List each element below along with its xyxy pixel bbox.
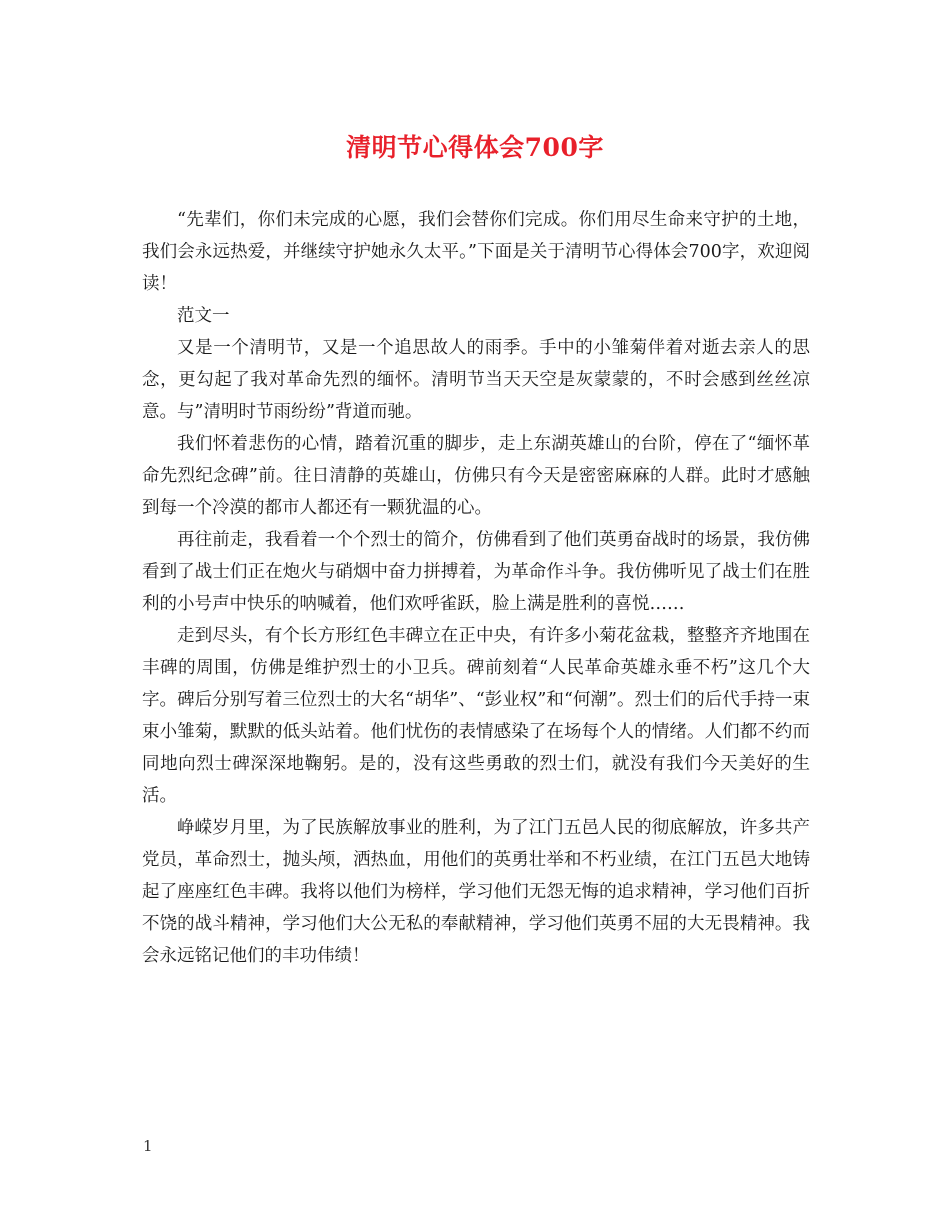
body-paragraph: 我们怀着悲伤的心情，踏着沉重的脚步，走上东湖英雄山的台阶，停在了“缅怀革命先烈纪念碑”前。往日清静的英雄山，仿佛只有今天是密密麻麻的人群。此时才感触到每一个冷漠的都市人都还有一颗犹温的心。 <box>142 434 810 518</box>
intro-paragraph: “先辈们，你们未完成的心愿，我们会替你们完成。你们用尽生命来守护的土地，我们会永远热爱，并继续守护她永久太平。”下面是关于清明节心得体会700字，欢迎阅读！ <box>142 210 810 294</box>
body-paragraph: 再往前走，我看着一个个烈士的简介，仿佛看到了他们英勇奋战时的场景，我仿佛看到了战士们正在炮火与硝烟中奋力拼搏着，为革命作斗争。我仿佛听见了战士们在胜利的小号声中快乐的呐喊着，他们欢呼雀跃，脸上满是胜利的喜悦…… <box>142 530 810 614</box>
body-paragraph: 又是一个清明节，又是一个追思故人的雨季。手中的小雏菊伴着对逝去亲人的思念，更勾起了我对革命先烈的缅怀。清明节当天天空是灰蒙蒙的，不时会感到丝丝凉意。与”清明时节雨纷纷”背道而驰。 <box>142 338 810 422</box>
body-paragraph: 峥嵘岁月里，为了民族解放事业的胜利，为了江门五邑人民的彻底解放，许多共产党员，革命烈士，抛头颅，洒热血，用他们的英勇壮举和不朽业绩，在江门五邑大地铸起了座座红色丰碑。我将以他们为榜样，学习他们无怨无悔的追求精神，学习他们百折不饶的战斗精神，学习他们大公无私的奉献精神，学习他们英勇不屈的大无畏精神。我会永远铭记他们的丰功伟绩！ <box>142 818 810 966</box>
body-paragraph: 走到尽头，有个长方形红色丰碑立在正中央，有许多小菊花盆栽，整整齐齐地围在丰碑的周围，仿佛是维护烈士的小卫兵。碑前刻着“人民革命英雄永垂不朽”这几个大字。碑后分别写着三位烈士的大名“胡华”、“彭业权”和“何潮”。烈士们的后代手持一束束小雏菊，默默的低头站着。他们忧伤的表情感染了在场每个人的情绪。人们都不约而同地向烈士碑深深地鞠躬。是的，没有这些勇敢的烈士们，就没有我们今天美好的生活。 <box>142 626 810 806</box>
section-heading: 范文一 <box>177 306 230 326</box>
document-body <box>142 204 810 972</box>
document-title: 清明节心得体会700字 <box>346 133 604 162</box>
page-number: 1 <box>143 1137 153 1155</box>
